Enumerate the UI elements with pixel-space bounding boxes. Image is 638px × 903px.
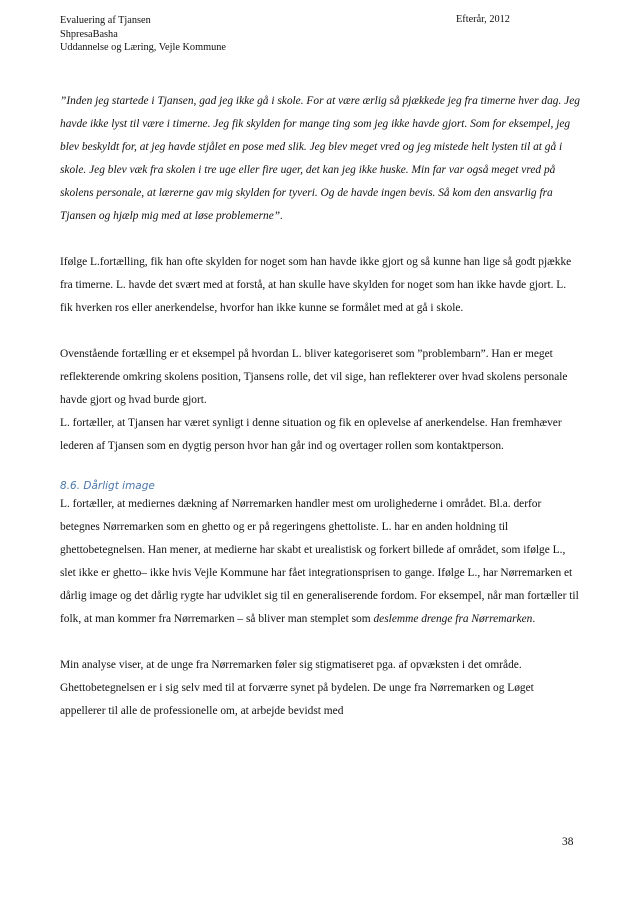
paragraph-analysis-2a: Ovenstående fortælling er et eksempel på hvordan L. bliver kategoriseret som ”problembarn”. Han er meget reflekterende omkring skolens position, Tjansens rolle, det vil sige, han reflekterer over hvad skolens personale havde gjort og hvad burde gjort. — [60, 348, 568, 406]
paragraph-analysis-2b: L. fortæller, at Tjansen har været synligt i denne situation og fik en oplevelse af anerkendelse. Han fremhæver lederen af Tjansen som en dygtig person hvor han går ind og overtager rollen som kontaktperson. — [60, 417, 562, 452]
paragraph-analysis-1: Ifølge L.fortælling, fik han ofte skylden for noget som han havde ikke gjort og så kunne han lige så godt pjække fra timerne. L. havde det svært med at forstå, at han skulle have skylden for noget som han ikke havde gjort. L. fik hverken ros eller anerkendelse, hvorfor han ikke kunne se formålet med at gå i skole. — [60, 256, 572, 314]
interview-quote: ”Inden jeg startede i Tjansen, gad jeg ikke gå i skole. For at være ærlig så pjækkede jeg fra timerne hver dag. Jeg havde ikke lyst til være i timerne. Jeg fik skylden for mange ting som jeg ikke havde gjort. Som for eksempel, jeg blev beskyldt for, at jeg havde stjålet en pose med slik. Jeg blev meget vred og jeg mistede helt lysten til at gå i skole. Jeg blev væk fra skolen i tre uge eller fire uger, det kan jeg ikke huske. Min far var også meget vred på skolens personale, at lærerne gav mig skylden for tyveri. Og de havde ingen bevis. Så kom den ansvarlig fra Tjansen og hjælp mig med at løse problemerne”. — [60, 95, 580, 222]
paragraph-analysis-4: Min analyse viser, at de unge fra Nørremarken føler sig stigmatiseret pga. af opvæksten i det område. Ghettobetegnelsen er i sig selv med til at forværre synet på bydelen. De unge fra Nørremarken og Løget appellerer til alle de professionelle om, at arbejde bevidst med — [60, 659, 534, 717]
header-line-author: ShpresaBasha — [60, 28, 118, 40]
document-body — [60, 90, 580, 723]
header-date: Efterår, 2012 — [456, 14, 510, 25]
paragraph-gap — [60, 631, 580, 654]
page-number: 38 — [562, 836, 574, 848]
section-heading: 8.6. Dårligt image — [60, 480, 155, 492]
paragraph-gap — [60, 228, 580, 251]
paragraph-image — [60, 493, 580, 631]
running-header — [60, 14, 226, 55]
header-line-department: Uddannelse og Læring, Vejle Kommune — [60, 42, 226, 53]
paragraph-image-text: L. fortæller, at mediernes dækning af Nørremarken handler mest om urolighederne i området. Bl.a. derfor betegnes Nørremarken som en ghetto og er på regeringens ghettoliste. L. har en anden holdning til ghettobetegnelsen. Han mener, at medierne har skabt et urealistisk og forkert billede af området, som ifølge L., slet ikke er ghetto– ikke hvis Vejle Kommune har fået integrationsprisen to gange. Ifølge L., har Nørremarken et dårlig image og det dårlig rygte har udviklet sig til en generaliserende fordom. For eksempel, når man fortæller til folk, at man kommer fra Nørremarken – så bliver man stemplet som — [60, 498, 579, 625]
paragraph-gap — [60, 320, 580, 343]
paragraph-image-italic: deslemme drenge fra Nørremarken — [373, 613, 533, 625]
paragraph-image-end: . — [532, 613, 536, 625]
paragraph-gap — [60, 458, 580, 481]
header-line-title: Evaluering af Tjansen — [60, 15, 151, 26]
